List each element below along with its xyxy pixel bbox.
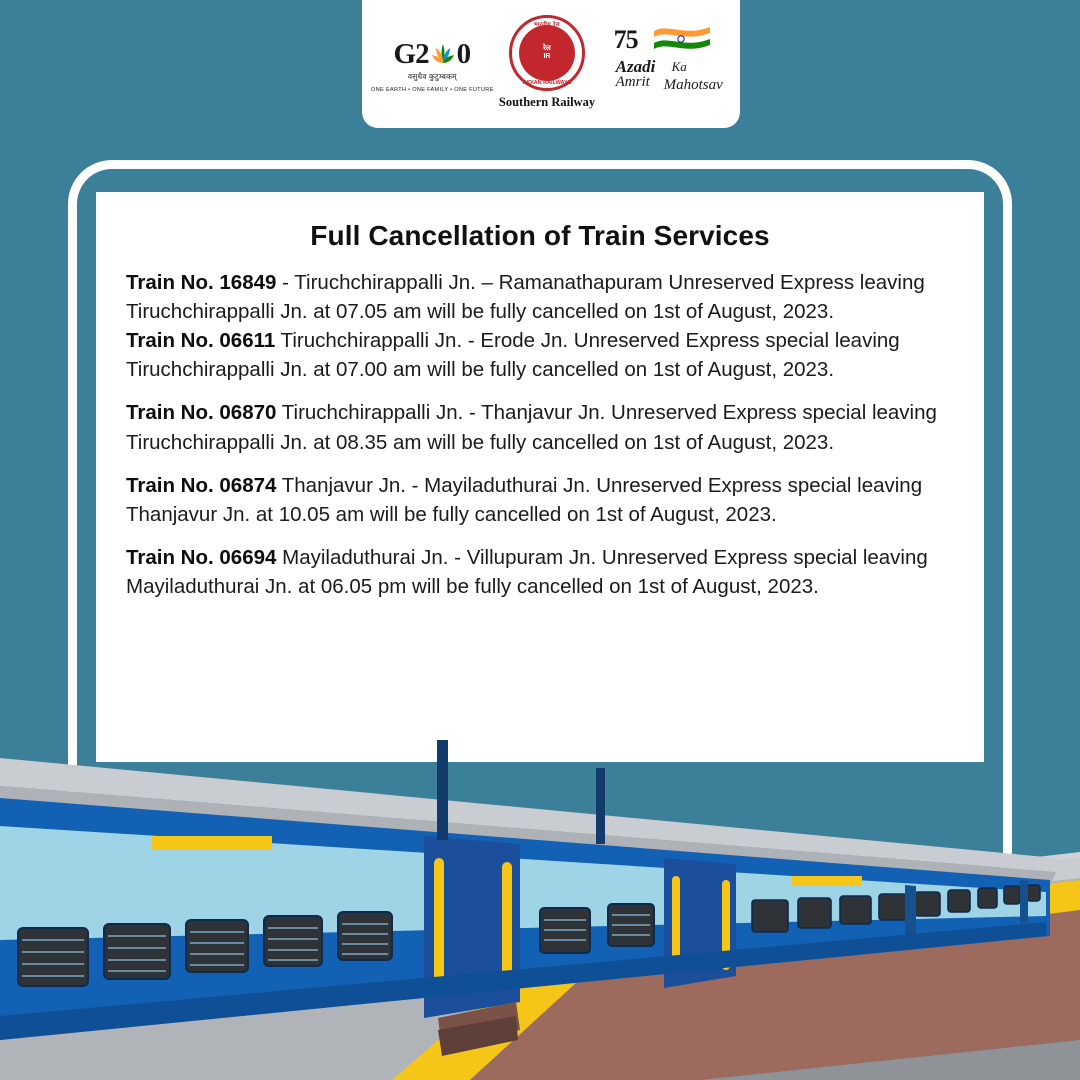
azadi-ka-amrit-mahotsav-logo bbox=[610, 21, 722, 103]
emblem-inner-disc bbox=[519, 25, 575, 81]
g20-logo bbox=[371, 31, 494, 93]
notice-item-text: - Tiruchchirappalli Jn. – Ramanathapuram Unreserved Express leaving Tiruchchirappalli Jn. at 07.05 am will be fully cancelled on 1st of August, 2023. bbox=[126, 271, 925, 324]
train-number-label: Train No. 16849 bbox=[126, 271, 277, 294]
indian-railways-emblem-icon bbox=[509, 15, 585, 91]
train-number-label: Train No. 06874 bbox=[126, 473, 277, 497]
indian-railways-logo bbox=[493, 15, 601, 110]
g20-wordmark bbox=[394, 31, 472, 71]
g20-subtitle: ONE EARTH • ONE FAMILY • ONE FUTURE bbox=[371, 87, 494, 93]
notice-item-text: Mayiladuthurai Jn. - Villupuram Jn. Unreserved Express special leaving Mayiladuthurai Jn. at 06.05 pm will be fully cancelled on 1st of August, 2023. bbox=[126, 545, 928, 598]
azadi-word-amrit: Amrit bbox=[615, 74, 650, 90]
notice-item bbox=[126, 326, 954, 384]
azadi-number-text: 75 bbox=[613, 25, 638, 54]
notice-item bbox=[126, 471, 954, 529]
notice-item bbox=[126, 268, 954, 326]
azadi-word-mahotsav: Mahotsav bbox=[663, 77, 723, 93]
train-at-platform-illustration bbox=[0, 740, 1080, 1080]
notice-item-text: Tiruchchirappalli Jn. - Erode Jn. Unreserved Express special leaving Tiruchchirappalli Jn. at 07.00 am will be fully cancelled on 1st of August, 2023. bbox=[126, 329, 900, 382]
g20-lotus-icon bbox=[430, 42, 456, 70]
indian-flag-icon bbox=[654, 23, 710, 53]
page-title: Full Cancellation of Train Services bbox=[310, 220, 770, 251]
train-number-label: Train No. 06611 bbox=[126, 329, 276, 353]
azadi-word-azadi: Azadi bbox=[615, 57, 656, 76]
notice-item bbox=[126, 398, 954, 456]
emblem-top-text: भारतीय रेल bbox=[533, 21, 561, 28]
southern-railway-caption: Southern Railway bbox=[498, 94, 596, 109]
header-logo-card bbox=[362, 0, 740, 128]
notice-item-text: Tiruchchirappalli Jn. - Thanjavur Jn. Unreserved Express special leaving Tiruchchirappalli Jn. at 08.35 am will be fully cancelled on 1st of August, 2023. bbox=[126, 401, 937, 454]
notice-item bbox=[126, 543, 954, 601]
emblem-bottom-text: INDIAN RAILWAYS bbox=[522, 79, 572, 86]
notice-card bbox=[96, 192, 984, 762]
train-number-label: Train No. 06694 bbox=[126, 545, 277, 569]
g20-zero-text: 0 bbox=[456, 38, 472, 70]
notice-item-text: Thanjavur Jn. - Mayiladuthurai Jn. Unreserved Express special leaving Thanjavur Jn. at 10.05 am will be fully cancelled on 1st of August, 2023. bbox=[126, 473, 923, 526]
azadi-word-ka: Ka bbox=[671, 59, 687, 74]
train-number-label: Train No. 06870 bbox=[126, 401, 277, 425]
g20-mark-text: G2 bbox=[393, 38, 429, 70]
emblem-center-text: रेल IR bbox=[543, 45, 551, 60]
g20-hindi-text: वसुधैव कुटुम्बकम् bbox=[407, 72, 457, 81]
